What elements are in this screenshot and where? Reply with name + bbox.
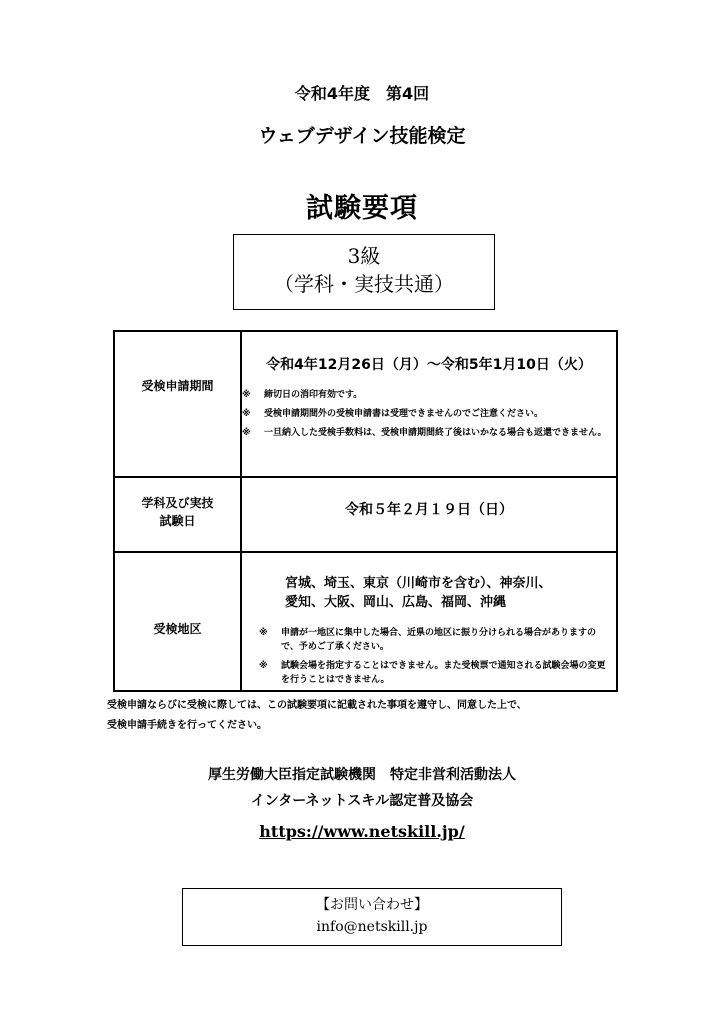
agreement-text [107,696,627,736]
note-text: 申請が一地区に集中した場合、近県の地区に振り分けられる場合がありますので、予めご了承ください。 [281,628,597,652]
exam-year-round: 令和4年度 第4回 [294,84,430,103]
note-item [242,388,610,402]
exam-date-label [115,494,240,530]
region-notes [259,626,611,692]
exam-info-table [113,330,618,692]
exam-title: ウェブデザイン技能検定 [258,125,466,147]
table-divider-row1 [115,476,616,478]
note-text: 締切日の消印有効です。 [264,390,363,400]
note-mark: ※ [242,428,251,438]
page-title: 試験要項 [306,193,418,224]
website-link[interactable]: https://www.netskill.jp/ [259,822,465,841]
note-text: 一旦納入した受検手数料は、受検申請期間終了後はいかなる場合も返還できません。 [264,428,607,438]
note-mark: ※ [242,409,251,419]
note-mark: ※ [259,628,268,638]
exam-date: 令和５年２月１９日（日） [345,502,513,518]
application-period-label: 受検申請期間 [141,379,214,393]
organization-line1: 厚生労働大臣指定試験機関 特定非営利活動法人 [208,767,516,783]
exam-region-label: 受検地区 [153,622,202,636]
exam-date-label-line2: 試験日 [159,514,196,528]
note-text: 受検申請期間外の受検申請書は受理できませんのでご注意ください。 [264,409,544,419]
note-item [242,407,610,421]
contact-email[interactable]: info@netskill.jp [316,919,428,935]
agreement-line2: 受検申請手続きを行ってください。 [107,720,267,731]
note-text: 試験会場を指定することはできません。また受検票で通知される試験会場の変更を行うことはできません。 [281,661,606,685]
exam-regions [285,574,605,612]
application-notes [242,388,610,445]
note-mark: ※ [242,390,251,400]
note-item [242,426,610,440]
application-period: 令和4年12月26日（月）～令和5年1月10日（火） [266,357,592,373]
grade-level: 3級 [347,244,381,268]
contact-title: 【お問い合わせ】 [316,897,428,913]
table-divider-row2 [115,551,616,553]
regions-line1: 宮城、埼玉、東京（川崎市を含む）、神奈川、 [285,576,552,591]
grade-scope: （学科・実技共通） [274,272,454,296]
exam-date-label-line1: 学科及び実技 [141,496,214,510]
agreement-line1: 受検申請ならびに受検に際しては、この試験要項に記載された事項を遵守し、同意した上で、 [107,700,527,711]
website-link-row [0,822,724,841]
grade-box [233,234,495,310]
regions-line2: 愛知、大阪、岡山、広島、福岡、沖縄 [285,595,507,610]
contact-box [182,888,562,946]
note-item [259,659,611,687]
organization-name: インターネットスキル認定普及協会 [250,793,474,809]
note-mark: ※ [259,661,268,671]
note-item [259,626,611,654]
